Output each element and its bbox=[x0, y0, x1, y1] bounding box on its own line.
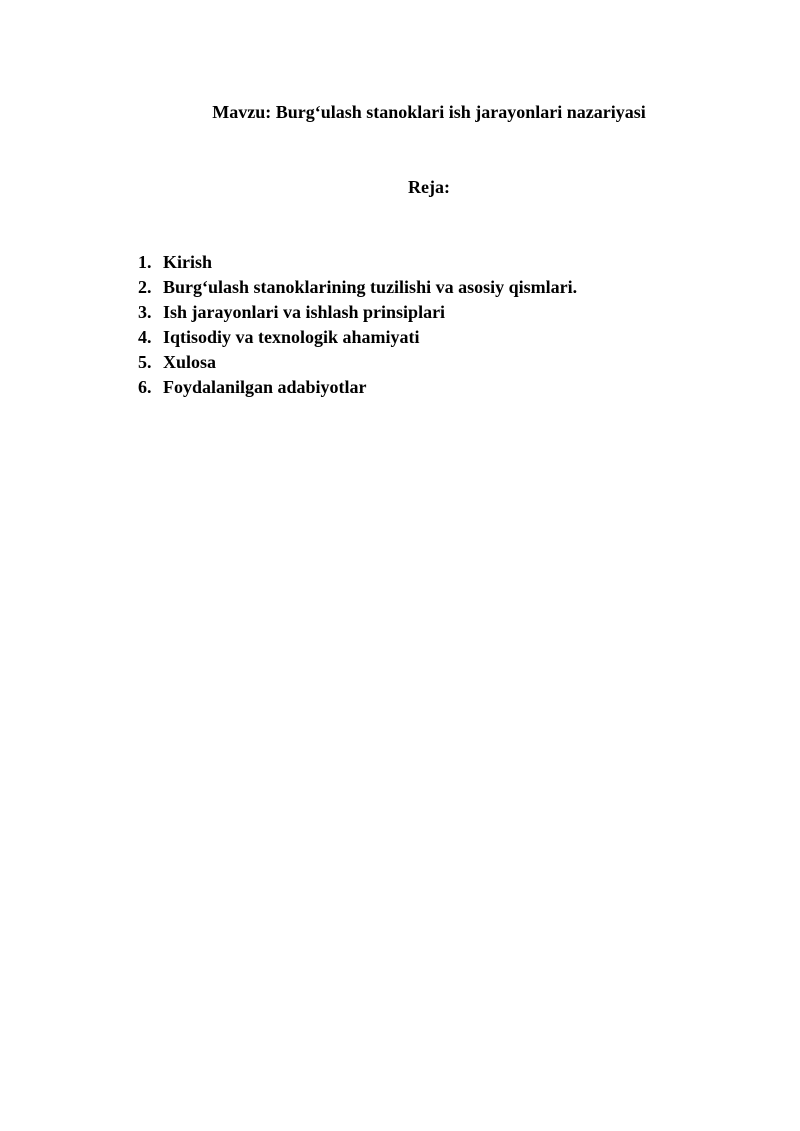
plan-item-text: Foydalanilgan adabiyotlar bbox=[163, 377, 367, 397]
plan-item-number: 1. bbox=[138, 252, 152, 272]
plan-item bbox=[138, 250, 577, 275]
plan-list bbox=[138, 250, 577, 400]
plan-item-text: Kirish bbox=[163, 252, 213, 272]
plan-item-text: Ish jarayonlari va ishlash prinsiplari bbox=[163, 302, 446, 322]
plan-item-text: Burg‘ulash stanoklarining tuzilishi va asosiy qismlari. bbox=[163, 277, 578, 297]
plan-item-number: 5. bbox=[138, 352, 152, 372]
plan-item bbox=[138, 325, 577, 350]
plan-item-number: 6. bbox=[138, 377, 152, 397]
plan-item bbox=[138, 275, 577, 300]
plan-item-number: 4. bbox=[138, 327, 152, 347]
plan-item bbox=[138, 375, 577, 400]
plan-item-number: 3. bbox=[138, 302, 152, 322]
plan-item bbox=[138, 300, 577, 325]
plan-item bbox=[138, 350, 577, 375]
plan-heading: Reja: bbox=[408, 177, 450, 197]
plan-item-number: 2. bbox=[138, 277, 152, 297]
plan-item-text: Xulosa bbox=[163, 352, 217, 372]
document-title: Mavzu: Burg‘ulash stanoklari ish jarayonlari nazariyasi bbox=[212, 102, 646, 122]
plan-item-text: Iqtisodiy va texnologik ahamiyati bbox=[163, 327, 420, 347]
